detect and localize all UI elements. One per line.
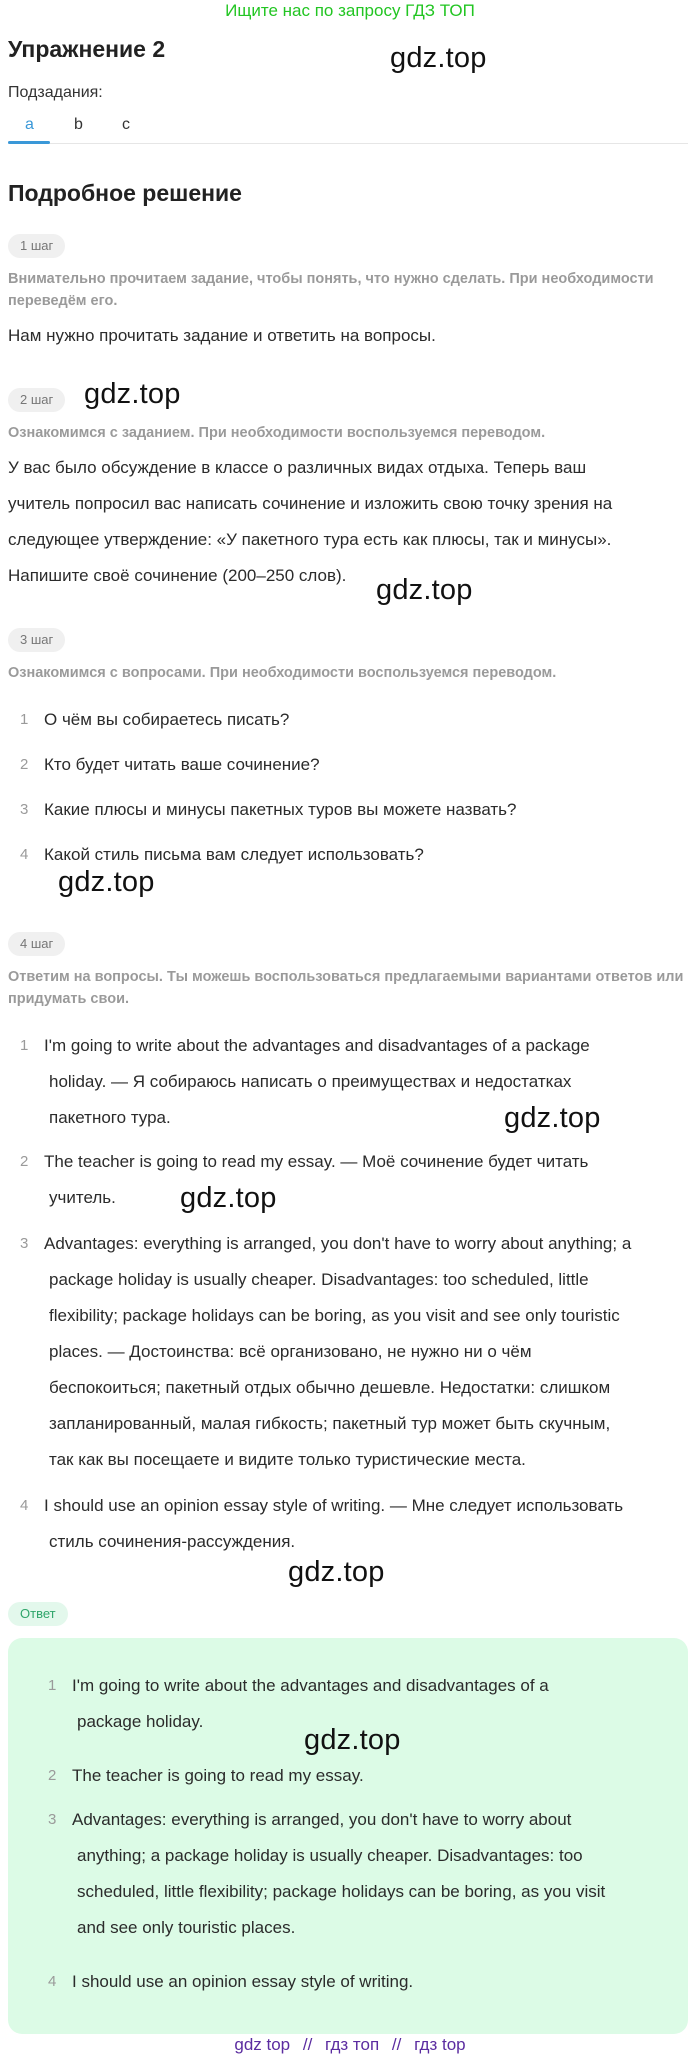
list-item: 4 I should use an opinion essay style of writing. — Мне следует использовать стиль сочинения-рассуждения. [20,1496,624,1551]
answer-item: 3 Advantages: everything is arranged, you don't have to worry about anything; a package holiday is usually cheaper. Disadvantages: too scheduled, little flexibility; package holidays can be boring, as you visit and see only touristic places. [48,1810,606,1937]
answer-item: 1 I'm going to write about the advantages and disadvantages of a package holiday. [48,1676,549,1731]
active-tab-indicator [8,141,50,144]
tab-b[interactable]: b [74,116,83,133]
step-note: Ознакомимся с вопросами. При необходимости воспользуемся переводом. [8,665,557,681]
step-badge: 2 шаг [8,388,65,412]
list-item: 4 Какой стиль письма вам следует использовать? [20,845,424,864]
watermark: gdz.top [180,1182,277,1214]
answer-item: 2 The teacher is going to read my essay. [48,1766,364,1785]
step-text-line: Напишите своё сочинение (200–250 слов). [8,566,347,585]
list-item: 2 The teacher is going to read my essay. — Моё сочинение будет читать учитель. [20,1152,589,1207]
tab-c[interactable]: c [122,116,130,133]
footer-link[interactable]: gdz top [234,2035,291,2054]
subtasks-label: Подзадания: [8,84,103,101]
page-title: Упражнение 2 [8,36,166,62]
step-note: Ответим на вопросы. Ты можешь воспользоваться предлагаемыми вариантами ответов или придумать свои. [8,969,684,1007]
step-note: Ознакомимся с заданием. При необходимости воспользуемся переводом. [8,425,546,441]
list-item: 2 Кто будет читать ваше сочинение? [20,755,320,774]
watermark: gdz.top [58,866,155,898]
watermark: gdz.top [304,1724,401,1756]
answer-box [8,1638,688,2034]
top-banner: Ищите нас по запросу ГДЗ ТОП [225,1,475,20]
footer-link[interactable]: гдз топ [325,2035,380,2054]
answer-item: 4 I should use an opinion essay style of writing. [48,1972,414,1991]
footer-links [0,2034,700,2056]
step-text: Нам нужно прочитать задание и ответить на вопросы. [8,326,436,345]
footer-separator: // [391,2035,402,2054]
watermark: gdz.top [504,1102,601,1134]
step-badge: 4 шаг [8,932,65,956]
footer-separator: // [302,2035,313,2054]
watermark: gdz.top [376,574,473,606]
footer-link[interactable]: гдз top [414,2035,466,2054]
watermark: gdz.top [84,378,181,410]
step-text-line: учитель попросил вас написать сочинение и изложить свою точку зрения на [8,494,613,513]
list-item: 1 О чём вы собираетесь писать? [20,710,290,729]
step-badge: 3 шаг [8,628,65,652]
answer-badge: Ответ [8,1602,68,1626]
step-text-line: У вас было обсуждение в классе о различных видах отдыха. Теперь ваш [8,458,587,477]
step-badge: 1 шаг [8,234,65,258]
list-item: 3 Advantages: everything is arranged, you don't have to worry about anything; a package holiday is usually cheaper. Disadvantages: too scheduled, little flexibility; package holidays can be boring, as you visit and see only touristic places. — Достоинства: всё организовано, не нужно ни о чём беспокоиться; пакетный отдых обычно дешевле. Недостатки: слишком запланированный, малая гибкость; пакетный тур может быть скучным, так как вы посещаете и видите только туристические места. [20,1234,632,1469]
step-text-line: следующее утверждение: «У пакетного тура есть как плюсы, так и минусы». [8,530,612,549]
list-item: 3 Какие плюсы и минусы пакетных туров вы можете назвать? [20,800,517,819]
watermark: gdz.top [288,1556,385,1588]
step-note: Внимательно прочитаем задание, чтобы понять, что нужно сделать. При необходимости переведём его. [8,271,654,309]
tab-a[interactable]: a [25,116,34,133]
watermark: gdz.top [390,42,487,74]
section-title: Подробное решение [8,180,242,206]
subtask-tabs [8,110,688,144]
list-item: 1 I'm going to write about the advantages and disadvantages of a package holiday. — Я собираюсь написать о преимуществах и недостатках пакетного тура. [20,1036,590,1127]
